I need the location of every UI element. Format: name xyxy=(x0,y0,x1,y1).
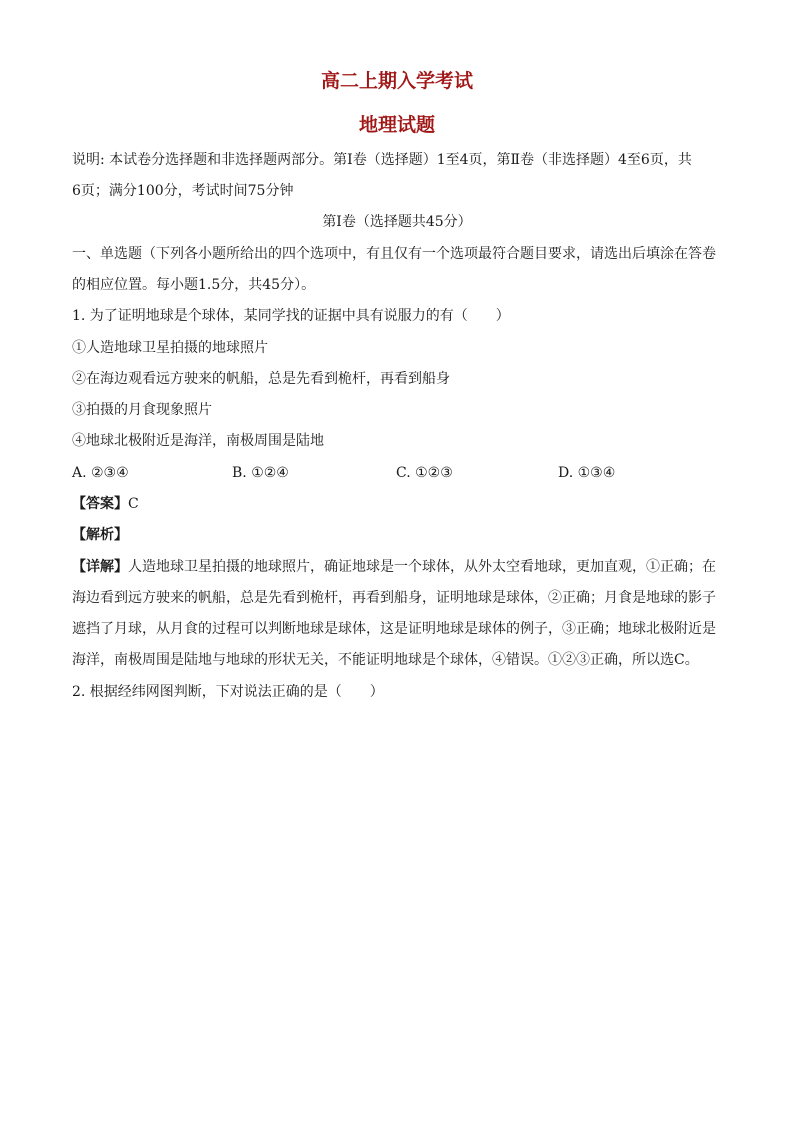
section-desc-line-2: 的相应位置。每小题1.5分，共45分）。 xyxy=(72,277,316,293)
q1-detail-line-2: 海边看到远方驶来的帆船，总是先看到桅杆，再看到船身，证明地球是球体，②正确；月食是地球的影子 xyxy=(72,590,716,606)
detail-text-1: 人造地球卫星拍摄的地球照片，确证地球是一个球体，从外太空看地球，更加直观，①正确；在 xyxy=(128,559,716,575)
q1-item-1: ①人造地球卫星拍摄的地球照片 xyxy=(72,340,268,356)
exam-subject-title: 地理试题 xyxy=(358,114,435,136)
q1-option-b: B. ①②④ xyxy=(232,465,289,481)
section-desc-line-1: 一、单选题（下列各小题所给出的四个选项中，有且仅有一个选项最符合题目要求，请选出后填涂在答卷 xyxy=(72,246,716,262)
q2-stem: 2. 根据经纬网图判断，下对说法正确的是（ ） xyxy=(72,684,384,700)
detail-label: 【详解】 xyxy=(72,559,128,575)
q1-item-3: ③拍摄的月食现象照片 xyxy=(72,402,212,418)
q1-option-c: C. ①②③ xyxy=(396,465,453,481)
instructions-line-1: 说明: 本试卷分选择题和非选择题两部分。第Ⅰ卷（选择题）1至4页，第Ⅱ卷（非选择题）4至6页，共 xyxy=(72,152,692,168)
q1-item-4: ④地球北极附近是海洋，南极周围是陆地 xyxy=(72,433,324,449)
q1-detail-line-4: 海洋，南极周围是陆地与地球的形状无关，不能证明地球是个球体，④错误。①②③正确，所以选C。 xyxy=(72,652,699,668)
q1-option-a: A. ②③④ xyxy=(72,465,129,481)
analysis-label: 【解析】 xyxy=(72,527,128,543)
q1-analysis-label xyxy=(72,525,724,545)
instructions-line-2: 6页；满分100分，考试时间75分钟 xyxy=(72,183,294,199)
answer-label: 【答案】 xyxy=(72,496,128,512)
q1-stem: 1. 为了证明地球是个球体，某同学找的证据中具有说服力的有（ ） xyxy=(72,308,510,324)
q1-answer xyxy=(72,494,724,514)
q1-detail-line-3: 遮挡了月球，从月食的过程可以判断地球是球体，这是证明地球是球体的例子，③正确；地球北极附近是 xyxy=(72,621,716,637)
section-heading: 第Ⅰ卷（选择题共45分） xyxy=(322,214,472,230)
exam-title: 高二上期入学考试 xyxy=(320,70,473,92)
q1-detail-line-1 xyxy=(72,557,724,577)
answer-value: C xyxy=(128,496,139,512)
q1-item-2: ②在海边观看远方驶来的帆船，总是先看到桅杆，再看到船身 xyxy=(72,371,450,387)
q1-option-d: D. ①③④ xyxy=(558,465,616,481)
